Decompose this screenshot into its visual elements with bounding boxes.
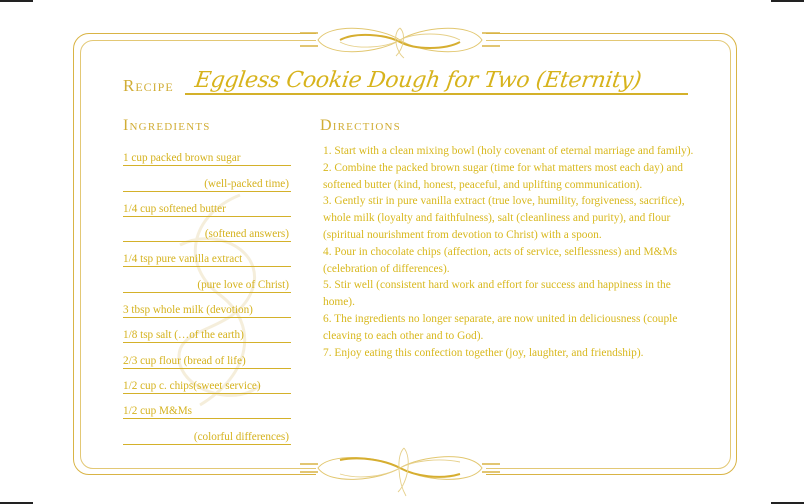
ingredient-text: 3 tbsp whole milk (devotion) [123, 304, 253, 317]
direction-step: 2. Combine the packed brown sugar (time for what matters most each day) and softened butter (kind, honest, peaceful, and uplifting communication). [323, 161, 683, 191]
ingredient-item [123, 166, 291, 191]
ingredient-meaning: (colorful differences) [193, 430, 289, 443]
ingredient-text: 1/2 cup M&Ms [123, 405, 192, 418]
crop-mark-top-left [0, 0, 33, 2]
ingredient-meaning: (softened answers) [204, 228, 289, 241]
direction-step: 1. Start with a clean mixing bowl (holy covenant of eternal marriage and family). [323, 145, 694, 157]
ingredient-item [123, 394, 291, 419]
ingredient-meaning: (pure love of Christ) [197, 278, 289, 291]
recipe-title-row [123, 70, 688, 100]
direction-step: 5. Stir well (consistent hard work and effort for success and happiness in the home). [323, 279, 671, 309]
ingredient-item [123, 369, 291, 394]
ingredients-list [123, 141, 291, 445]
directions-heading: Directions [320, 117, 401, 134]
recipe-title-underline [185, 93, 688, 95]
ingredient-text: 1/4 cup softened butter [123, 202, 226, 215]
ingredient-text: 1/8 tsp salt (…of the earth) [123, 329, 244, 342]
scroll-flourish-icon [300, 12, 500, 62]
scroll-flourish-icon [300, 446, 500, 498]
direction-step: 4. Pour in chocolate chips (affection, acts of service, selflessness) and M&Ms (celebration of differences). [323, 245, 678, 275]
ingredient-text: 1/2 cup c. chips(sweet service) [123, 379, 261, 392]
ingredient-item [123, 419, 291, 444]
directions-list [323, 143, 695, 361]
ingredient-item [123, 192, 291, 217]
crop-mark-top-right [771, 0, 804, 2]
direction-step: 3. Gently stir in pure vanilla extract (true love, humility, forgiveness, sacrifice), whole milk (loyalty and faithfulness), salt (cleanliness and purity), and flour (spiritual nourishment from devotion to Christ) with a spoon. [323, 195, 685, 241]
recipe-title: Eggless Cookie Dough for Two (Eternity) [193, 68, 643, 93]
ingredient-item [123, 343, 291, 368]
recipe-label: Recipe [123, 76, 174, 95]
direction-step: 6. The ingredients no longer separate, are now united in deliciousness (couple cleaving to each other and to God). [323, 312, 678, 342]
ingredient-item [123, 267, 291, 292]
ingredient-item [123, 217, 291, 242]
ingredient-text: 1/4 tsp pure vanilla extract [123, 253, 243, 266]
ingredient-item [123, 141, 291, 166]
ingredients-heading: Ingredients [123, 117, 211, 134]
ingredient-item [123, 242, 291, 267]
ingredient-item [123, 318, 291, 343]
ingredient-meaning: (well-packed time) [204, 177, 289, 190]
ingredient-text: 1 cup packed brown sugar [123, 152, 241, 165]
direction-step: 7. Enjoy eating this confection together (joy, laughter, and friendship). [323, 346, 644, 359]
ingredient-item [123, 293, 291, 318]
ingredient-text: 2/3 cup flour (bread of life) [123, 354, 246, 367]
